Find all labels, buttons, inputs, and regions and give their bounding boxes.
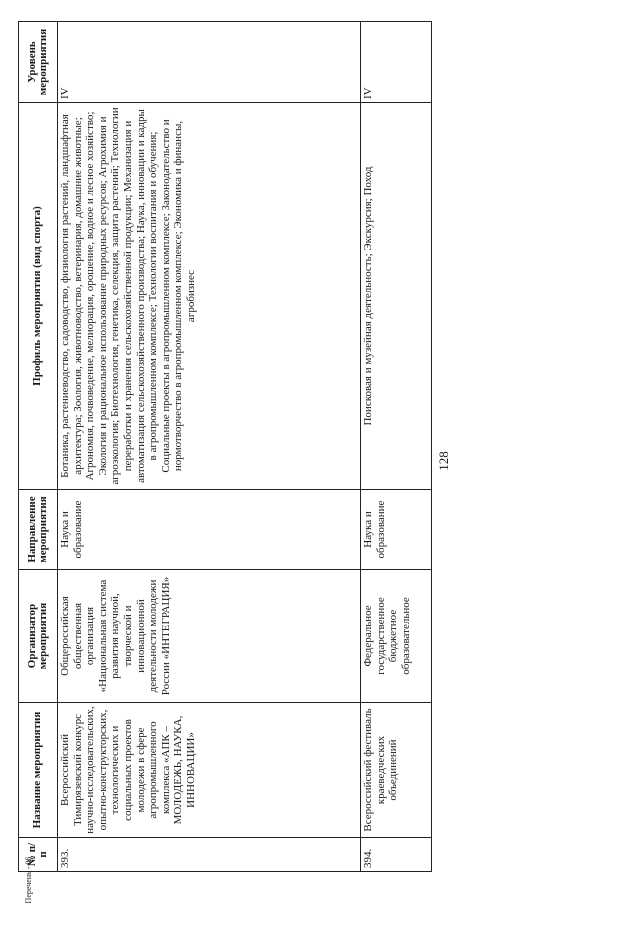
row-name: Всероссийский Тимирязевский конкурс научно-исследовательских, опытно-конструкторских, технологических и социальных проектов молодежи в сфере агропромышленного комплекса «АПК – МОЛОДЕЖЬ, НАУКА, ИННОВАЦИИ» [58, 703, 361, 838]
row-num: 393. [58, 838, 361, 872]
footer-note: Перечень - 06 [24, 856, 33, 904]
table-row [58, 22, 361, 872]
header-direction: Направление мероприятия [19, 490, 58, 570]
rotated-table-container [18, 22, 428, 872]
page-number: 128 [436, 451, 451, 471]
table-header-row [19, 22, 58, 872]
table-row [361, 22, 432, 872]
row-num: 394. [361, 838, 432, 872]
row-direction: Наука и образование [361, 490, 432, 570]
row-name: Всероссийский фестиваль краеведческих объединений [361, 703, 432, 838]
row-level: IV [58, 22, 361, 103]
events-table [18, 21, 432, 872]
header-organizer: Организатор мероприятия [19, 570, 58, 703]
row-direction: Наука и образование [58, 490, 361, 570]
header-level: Уровень мероприятия [19, 22, 58, 103]
row-profile: Ботаника, растениеводство, садоводство, физиология растений, ландшафтная архитектура; Зоология, животноводство, ветеринария, домашние животные; Агрономия, почвоведение, мелиорация, орошение, водное и лесное хозяйство; Экология и рациональное использование природных ресурсов; Агрохимия и агроэкология; Биотехнология, генетика, селекция, защита растений; Технологии переработки и хранения сельскохозяйственной продукции; Механизация и автоматизация сельскохозяйственного производства; Наука, инновации и кадры в агропромышленном комплексе; Технологии воспитания и обучения; Социальные проекты в агропромышленном комплексе; Законодательство и нормотворчество в агропромышленном комплексе; Экономика и финансы, агробизнес [58, 103, 361, 490]
row-level: IV [361, 22, 432, 103]
header-name: Название мероприятия [19, 703, 58, 838]
row-organizer: Федеральное государственное бюджетное образовательное [361, 570, 432, 703]
row-profile: Поисковая и музейная деятельность; Экскурсия; Поход [361, 103, 432, 490]
row-organizer: Общероссийская общественная организация «Национальная система развития научной, творческой и инновационной деятельности молодежи России «ИНТЕГРАЦИЯ» [58, 570, 361, 703]
header-profile: Профиль мероприятия (вид спорта) [19, 103, 58, 490]
header-num: № п/п [19, 838, 58, 872]
